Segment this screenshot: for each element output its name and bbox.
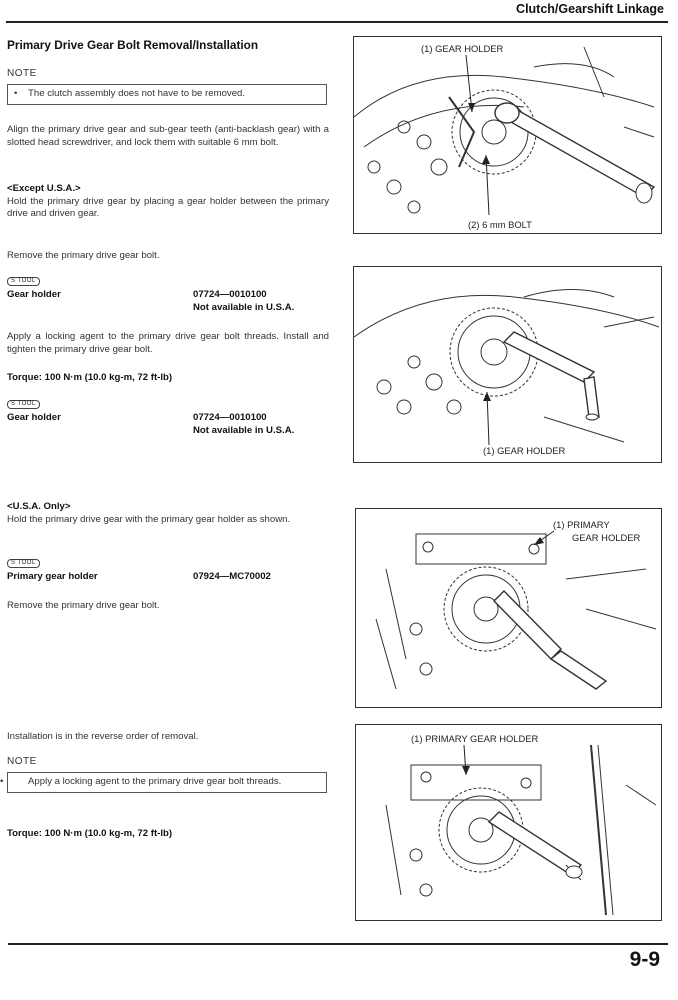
except-usa-paragraph: Hold the primary drive gear by placing a gear holder between the primary drive and driven gear. (7, 195, 329, 219)
tool3-name: Primary gear holder (7, 570, 98, 582)
fig1-gear-holder-label: (1) GEAR HOLDER (421, 43, 504, 54)
tool2-number: 07724—0010100 (193, 411, 267, 423)
note2-text: Apply a locking agent to the primary drive gear bolt threads. (28, 775, 282, 787)
usa-paragraph: Hold the primary drive gear with the primary gear holder as shown. (7, 513, 291, 525)
figure-primary-gear-holder (355, 508, 662, 708)
note2-label: NOTE (7, 756, 37, 767)
special-tool-badge: S TOOL (7, 559, 40, 568)
tool2-block (7, 397, 329, 438)
page-number: 9-9 (629, 948, 660, 971)
section-title: Primary Drive Gear Bolt Removal/Installation (7, 38, 259, 52)
tool3-block (7, 556, 329, 584)
fig3-label-line2: GEAR HOLDER (572, 532, 641, 543)
tool1-number: 07724—0010100 (193, 288, 267, 300)
figure-primary-gear-holder-install (355, 724, 662, 921)
bullet-icon: • (14, 87, 18, 99)
fig2-gear-holder-label: (1) GEAR HOLDER (483, 445, 566, 456)
special-tool-badge: S TOOL (7, 400, 40, 409)
fig3-label-line1: (1) PRIMARY (553, 519, 610, 530)
remove-paragraph: Remove the primary drive gear bolt. (7, 250, 160, 261)
footer-rule (8, 943, 668, 945)
remove-paragraph-2: Remove the primary drive gear bolt. (7, 600, 160, 611)
tool1-note: Not available in U.S.A. (193, 301, 295, 313)
gear-holder-illustration-2 (354, 267, 661, 462)
primary-gear-holder-illustration-2 (356, 725, 661, 920)
tool1-name: Gear holder (7, 288, 61, 300)
align-paragraph: Align the primary drive gear and sub-gear teeth (anti-backlash gear) with a slotted head screwdriver, and lock them with suitable 6 mm bolt. (7, 124, 329, 148)
header-title: Clutch/Gearshift Linkage (516, 2, 664, 16)
usa-heading: <U.S.A. Only> (7, 501, 71, 512)
note1-text: The clutch assembly does not have to be removed. (28, 87, 246, 99)
fig1-bolt-label: (2) 6 mm BOLT (468, 219, 532, 230)
bullet-icon: • (0, 775, 4, 787)
tool3-number: 07924—MC70002 (193, 570, 271, 582)
torque1: Torque: 100 N·m (10.0 kg-m, 72 ft-lb) (7, 372, 173, 383)
special-tool-badge: S TOOL (7, 277, 40, 286)
tool2-note: Not available in U.S.A. (193, 424, 295, 436)
install-paragraph: Installation is in the reverse order of removal. (7, 731, 199, 742)
tool1-block (7, 274, 329, 315)
torque2: Torque: 100 N·m (10.0 kg-m, 72 ft-lb) (7, 828, 173, 839)
except-usa-block (7, 183, 329, 221)
note2 (0, 756, 329, 793)
fig4-label: (1) PRIMARY GEAR HOLDER (411, 733, 539, 744)
note1 (7, 68, 329, 105)
note1-box (7, 84, 327, 105)
apply-paragraph: Apply a locking agent to the primary drive gear bolt threads. Install and tighten the primary drive gear bolt. (7, 331, 329, 355)
except-usa-heading: <Except U.S.A.> (7, 183, 81, 194)
gear-holder-illustration (354, 37, 661, 233)
tool2-name: Gear holder (7, 411, 61, 423)
usa-only-block (7, 501, 329, 526)
note1-label: NOTE (7, 68, 37, 79)
note2-box (0, 772, 327, 793)
figure-gear-holder-bolt (353, 36, 662, 234)
header-rule (6, 21, 668, 23)
figure-gear-holder (353, 266, 662, 463)
